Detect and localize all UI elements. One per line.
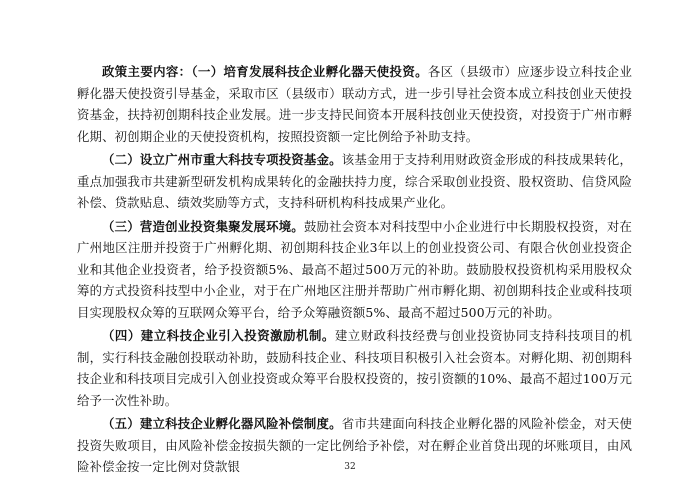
body-text <box>77 61 632 480</box>
paragraph-3 <box>77 216 632 324</box>
paragraph-heading: （二）设立广州市重大科技专项投资基金。 <box>102 152 342 167</box>
paragraph-heading: （一）培育发展科技企业孵化器天使投资。 <box>191 64 428 79</box>
section-label: 政策主要内容： <box>102 64 192 79</box>
paragraph-body: 该基金用于支持利用财政资金形成的科技成果转化，重点加强我市共建新型研发机构成果转化的金融扶持力度，综合采取创业投资、股权资助、信贷风险补偿、贷款贴息、绩效奖励等方式，支持科研机构科技成果产业化。 <box>77 152 632 210</box>
paragraph-heading: （四）建立科技企业引入投资激励机制。 <box>102 328 335 343</box>
paragraph-heading: （三）营造创业投资集聚发展环境。 <box>102 218 304 234</box>
paragraph-body: 建立财政科技经费与创业投资协同支持科技项目的机制，实行科技金融创投联动补助，鼓励科技企业、科技项目积极引入社会资本。对孵化期、初创期科技企业和科技项目完成引入创业投资或众筹平台股权投资的，按引资额的10%、最高不超过100万元给予一次性补助。 <box>77 328 632 408</box>
paragraph-heading: （五）建立科技企业孵化器风险补偿制度。 <box>102 416 342 431</box>
paragraph-2 <box>77 149 632 214</box>
paragraph-body: 省市共建面向科技企业孵化器的风险补偿金，对天使投资失败项目，由风险补偿金按损失额的一定比例给予补偿，对在孵企业首贷出现的坏账项目，由风险补偿金按一定比例对贷款银 <box>77 416 632 474</box>
paragraph-body: 各区（县级市）应逐步设立科技企业孵化器天使投资引导基金，采取市区（县级市）联动方式，进一步引导社会资本成立科技创业天使投资基金，扶持初创期科技企业发展。进一步支持民间资本开展科技创业天使投资，对投资于广州市孵化期、初创期企业的天使投资机构，按照投资额一定比例给予补助支持。 <box>77 64 632 144</box>
paragraph-1 <box>77 61 632 147</box>
paragraph-4 <box>77 325 632 411</box>
page-number: 32 <box>344 462 356 472</box>
paragraph-body: 鼓励社会资本对科技型中小企业进行中长期股权投资，对在广州地区注册并投资于广州孵化期、初创期科技企业3年以上的创业投资公司、有限合伙创业投资企业和其他企业投资者，给予投资额5%、最高不超过500万元的补助。鼓励股权投资机构采用股权众筹的方式投资科技型中小企业，对于在广州地区注册并帮助广州市孵化期、初创期科技企业或科技项目实现股权众筹的互联网众筹平台，给予众筹融资额5%、最高不超过500万元的补助。 <box>77 218 632 320</box>
